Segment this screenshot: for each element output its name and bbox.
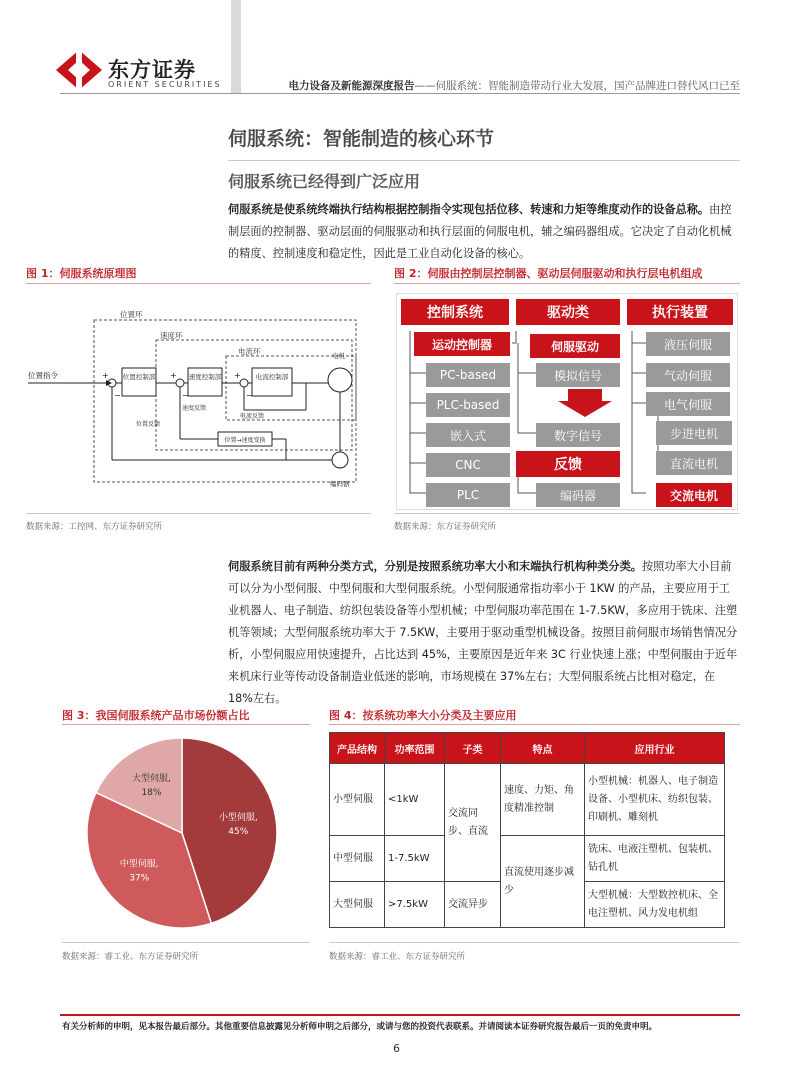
- brand-name-cn: 东方证券: [108, 58, 196, 82]
- fig4-source-rule: [329, 942, 740, 943]
- page-number: 6: [393, 1042, 400, 1055]
- header-rule: [60, 93, 740, 94]
- label-pos-ctrl: 位置控制部: [122, 373, 156, 381]
- col3-item-0: 液压伺服: [646, 332, 730, 356]
- cell-power: >7.5kW: [385, 882, 445, 928]
- paragraph-1-text: 由控制层面的控制器、驱动层面的伺服驱动和执行层面的伺服电机，辅之编码器组成。它决定了自动化机械的精度、控制速度和稳定性，因此是工业自动化设备的核心。: [228, 203, 732, 260]
- fig3-title-rule: [62, 724, 310, 725]
- position-loop-box: [94, 320, 356, 482]
- col3-item-2: 电气伺服: [646, 392, 730, 416]
- market-share-pie-chart: [62, 728, 310, 938]
- col1-item-1: PC-based: [426, 363, 510, 387]
- cell-product: 中型伺服: [330, 836, 385, 882]
- label-current-feedback: 电流反馈: [240, 413, 265, 420]
- fig2-title: 图 2：伺服由控制层控制器、驱动层伺服驱动和执行层电机组成: [394, 267, 703, 280]
- col2-item-2: 数字信号: [536, 423, 620, 447]
- fig3-source: 数据来源：睿工业、东方证券研究所: [62, 952, 199, 962]
- label-position-loop: 位置环: [120, 310, 143, 319]
- col3-header: 执行装置: [627, 299, 733, 325]
- col1-item-5: PLC: [426, 483, 510, 507]
- cell-power: <1kW: [385, 764, 445, 836]
- fig2-source-rule: [394, 513, 740, 514]
- paragraph-2: [228, 556, 741, 710]
- motor-icon: [328, 368, 352, 392]
- fig1-title-rule: [26, 283, 371, 284]
- fig1-source-rule: [26, 513, 371, 514]
- report-header: [280, 79, 740, 93]
- label-position-command: 位置指令: [28, 371, 58, 380]
- pie-value-0: 45%: [228, 827, 249, 838]
- col1-item-3: 嵌入式: [426, 423, 510, 447]
- fig1-title: 图 1：伺服系统原理图: [26, 267, 137, 280]
- power-classification-table: [329, 732, 725, 928]
- plus-sign-2: +: [170, 371, 177, 380]
- fig2-title-rule: [394, 283, 740, 284]
- fig4-source: 数据来源：睿工业、东方证券研究所: [329, 952, 466, 962]
- th-feature: 特点: [501, 733, 585, 764]
- cell-product: 小型伺服: [330, 764, 385, 836]
- sum-node-3: [240, 379, 248, 387]
- col3-item-4: 直流电机: [656, 451, 732, 475]
- table-row: [330, 764, 725, 836]
- cell-application: 小型机械：机器人、电子制造设备、小型机床、纺织包装、印刷机、雕刻机: [585, 764, 725, 836]
- label-current-loop: 电流环: [238, 347, 261, 356]
- report-subject: ——伺服系统：智能制造带动行业大发展，国产品牌进口替代风口已至: [414, 80, 740, 92]
- pie-label-0: 小型伺服,: [218, 813, 258, 824]
- label-encoder: 编码器: [330, 480, 350, 488]
- minus-sign-1: −: [114, 391, 121, 400]
- label-speed-loop: 速度环: [160, 331, 183, 340]
- pie-value-1: 37%: [129, 873, 150, 884]
- section-subtitle: 伺服系统已经得到广泛应用: [228, 172, 421, 191]
- col2-item-1: 模拟信号: [536, 363, 620, 387]
- servo-principle-diagram: [26, 292, 371, 492]
- cell-feature: 直流使用逐步减少: [501, 836, 585, 928]
- th-application: 应用行业: [585, 733, 725, 764]
- table-row: [330, 836, 725, 882]
- col1-item-2: PLC-based: [426, 393, 510, 417]
- col2-item-0: 伺服驱动: [530, 334, 620, 358]
- fig3-source-rule: [62, 942, 310, 943]
- fig4-title: 图 4：按系统功率大小分类及主要应用: [329, 709, 517, 722]
- col3-item-3: 步进电机: [656, 421, 732, 445]
- label-pos-speed-conv: 位置→速度变换: [224, 437, 266, 444]
- pie-label-1: 中型伺服,: [119, 859, 159, 870]
- col3-item-1: 气动伺服: [646, 363, 730, 387]
- cell-application: 大型机械：大型数控机床、全电注塑机、风力发电机组: [585, 882, 725, 928]
- title-rule: [228, 160, 740, 161]
- cell-application: 铣床、电液注塑机、包装机、钻孔机: [585, 836, 725, 882]
- col1-item-4: CNC: [426, 453, 510, 477]
- col3-item-5: 交流电机: [656, 483, 732, 507]
- fig2-source: 数据来源：东方证券研究所: [394, 522, 497, 532]
- table-header-row: [330, 733, 725, 764]
- report-type: 电力设备及新能源深度报告: [288, 80, 415, 92]
- pie-value-2: 18%: [141, 787, 162, 798]
- page-title: 伺服系统：智能制造的核心环节: [228, 128, 495, 150]
- paragraph-1: [228, 199, 741, 265]
- pie-label-2: 大型伺服,: [132, 773, 171, 784]
- disclaimer-footer: 有关分析师的申明，见本报告最后部分。其他重要信息披露见分析师申明之后部分，或请与您的投资代表联系。并请阅读本证券研究报告最后一页的免责申明。: [62, 1022, 658, 1032]
- th-product: 产品结构: [330, 733, 385, 764]
- cell-feature: 速度、力矩、角度精准控制: [501, 764, 585, 836]
- header-stripe: [231, 0, 241, 93]
- col2-header: 驱动类: [516, 299, 620, 325]
- fig3-title: 图 3：我国伺服系统产品市场份额占比: [62, 709, 250, 722]
- plus-sign-3: +: [234, 371, 241, 380]
- cell-subtype: 交流同步、直流: [445, 764, 501, 882]
- th-subtype: 子类: [445, 733, 501, 764]
- label-speed-ctrl: 速度控制部: [188, 373, 222, 381]
- col2-feedback-header: 反馈: [516, 451, 620, 477]
- orient-logo-icon: [54, 48, 104, 92]
- brand-name-en: ORIENT SECURITIES: [108, 80, 222, 89]
- label-speed-feedback: 速度反馈: [182, 405, 207, 412]
- down-arrow-icon: [558, 389, 612, 417]
- paragraph-2-bold: 伺服系统目前有两种分类方式，分别是按照系统功率大小和末端执行机构种类分类。: [228, 560, 642, 573]
- sum-node-2: [176, 379, 184, 387]
- encoder-icon: [332, 452, 348, 468]
- plus-sign-1: +: [102, 371, 109, 380]
- minus-sign-2: −: [182, 391, 189, 400]
- fig1-source: 数据来源：工控网、东方证券研究所: [26, 522, 163, 532]
- paragraph-1-bold: 伺服系统是使系统终端执行结构根据控制指令实现包括位移、转速和力矩等维度动作的设备总称。: [228, 203, 710, 216]
- col1-item-0: 运动控制器: [414, 332, 510, 356]
- label-current-ctrl: 电流控制部: [255, 373, 289, 381]
- col1-header: 控制系统: [401, 299, 509, 325]
- label-position-feedback: 位置反馈: [136, 421, 161, 428]
- cell-power: 1-7.5kW: [385, 836, 445, 882]
- cell-subtype: 交流异步: [445, 882, 501, 928]
- th-power: 功率范围: [385, 733, 445, 764]
- paragraph-2-text: 按照功率大小目前可以分为小型伺服、中型伺服和大型伺服系统。小型伺服通常指功率小于 1KW 的产品，主要应用于工业机器人、电子制造、纺织包装设备等小型机械；中型伺服功率范围在 1-7.5KW，多应用于铣床、注塑机等领域；大型伺服系统功率大于 7.5KW，主要用于驱动重型机械设备。按照目前伺服市场销售情况分析，小型伺服应用快速提升，占比达到 45%，主要原因是近年来 3C 行业快速上涨；中型伺服由于近年来机床行业等传动设备制造业低迷的影响，市场规模在 37%左右；大型伺服系统占比相对稳定，在 18%左右。: [228, 560, 738, 705]
- footer-rule: [60, 1014, 740, 1016]
- cell-product: 大型伺服: [330, 882, 385, 928]
- minus-sign-3: −: [246, 391, 253, 400]
- col2-feedback-item: 编码器: [536, 483, 620, 507]
- fig4-title-rule: [329, 724, 740, 725]
- label-motor: 电机: [332, 352, 345, 360]
